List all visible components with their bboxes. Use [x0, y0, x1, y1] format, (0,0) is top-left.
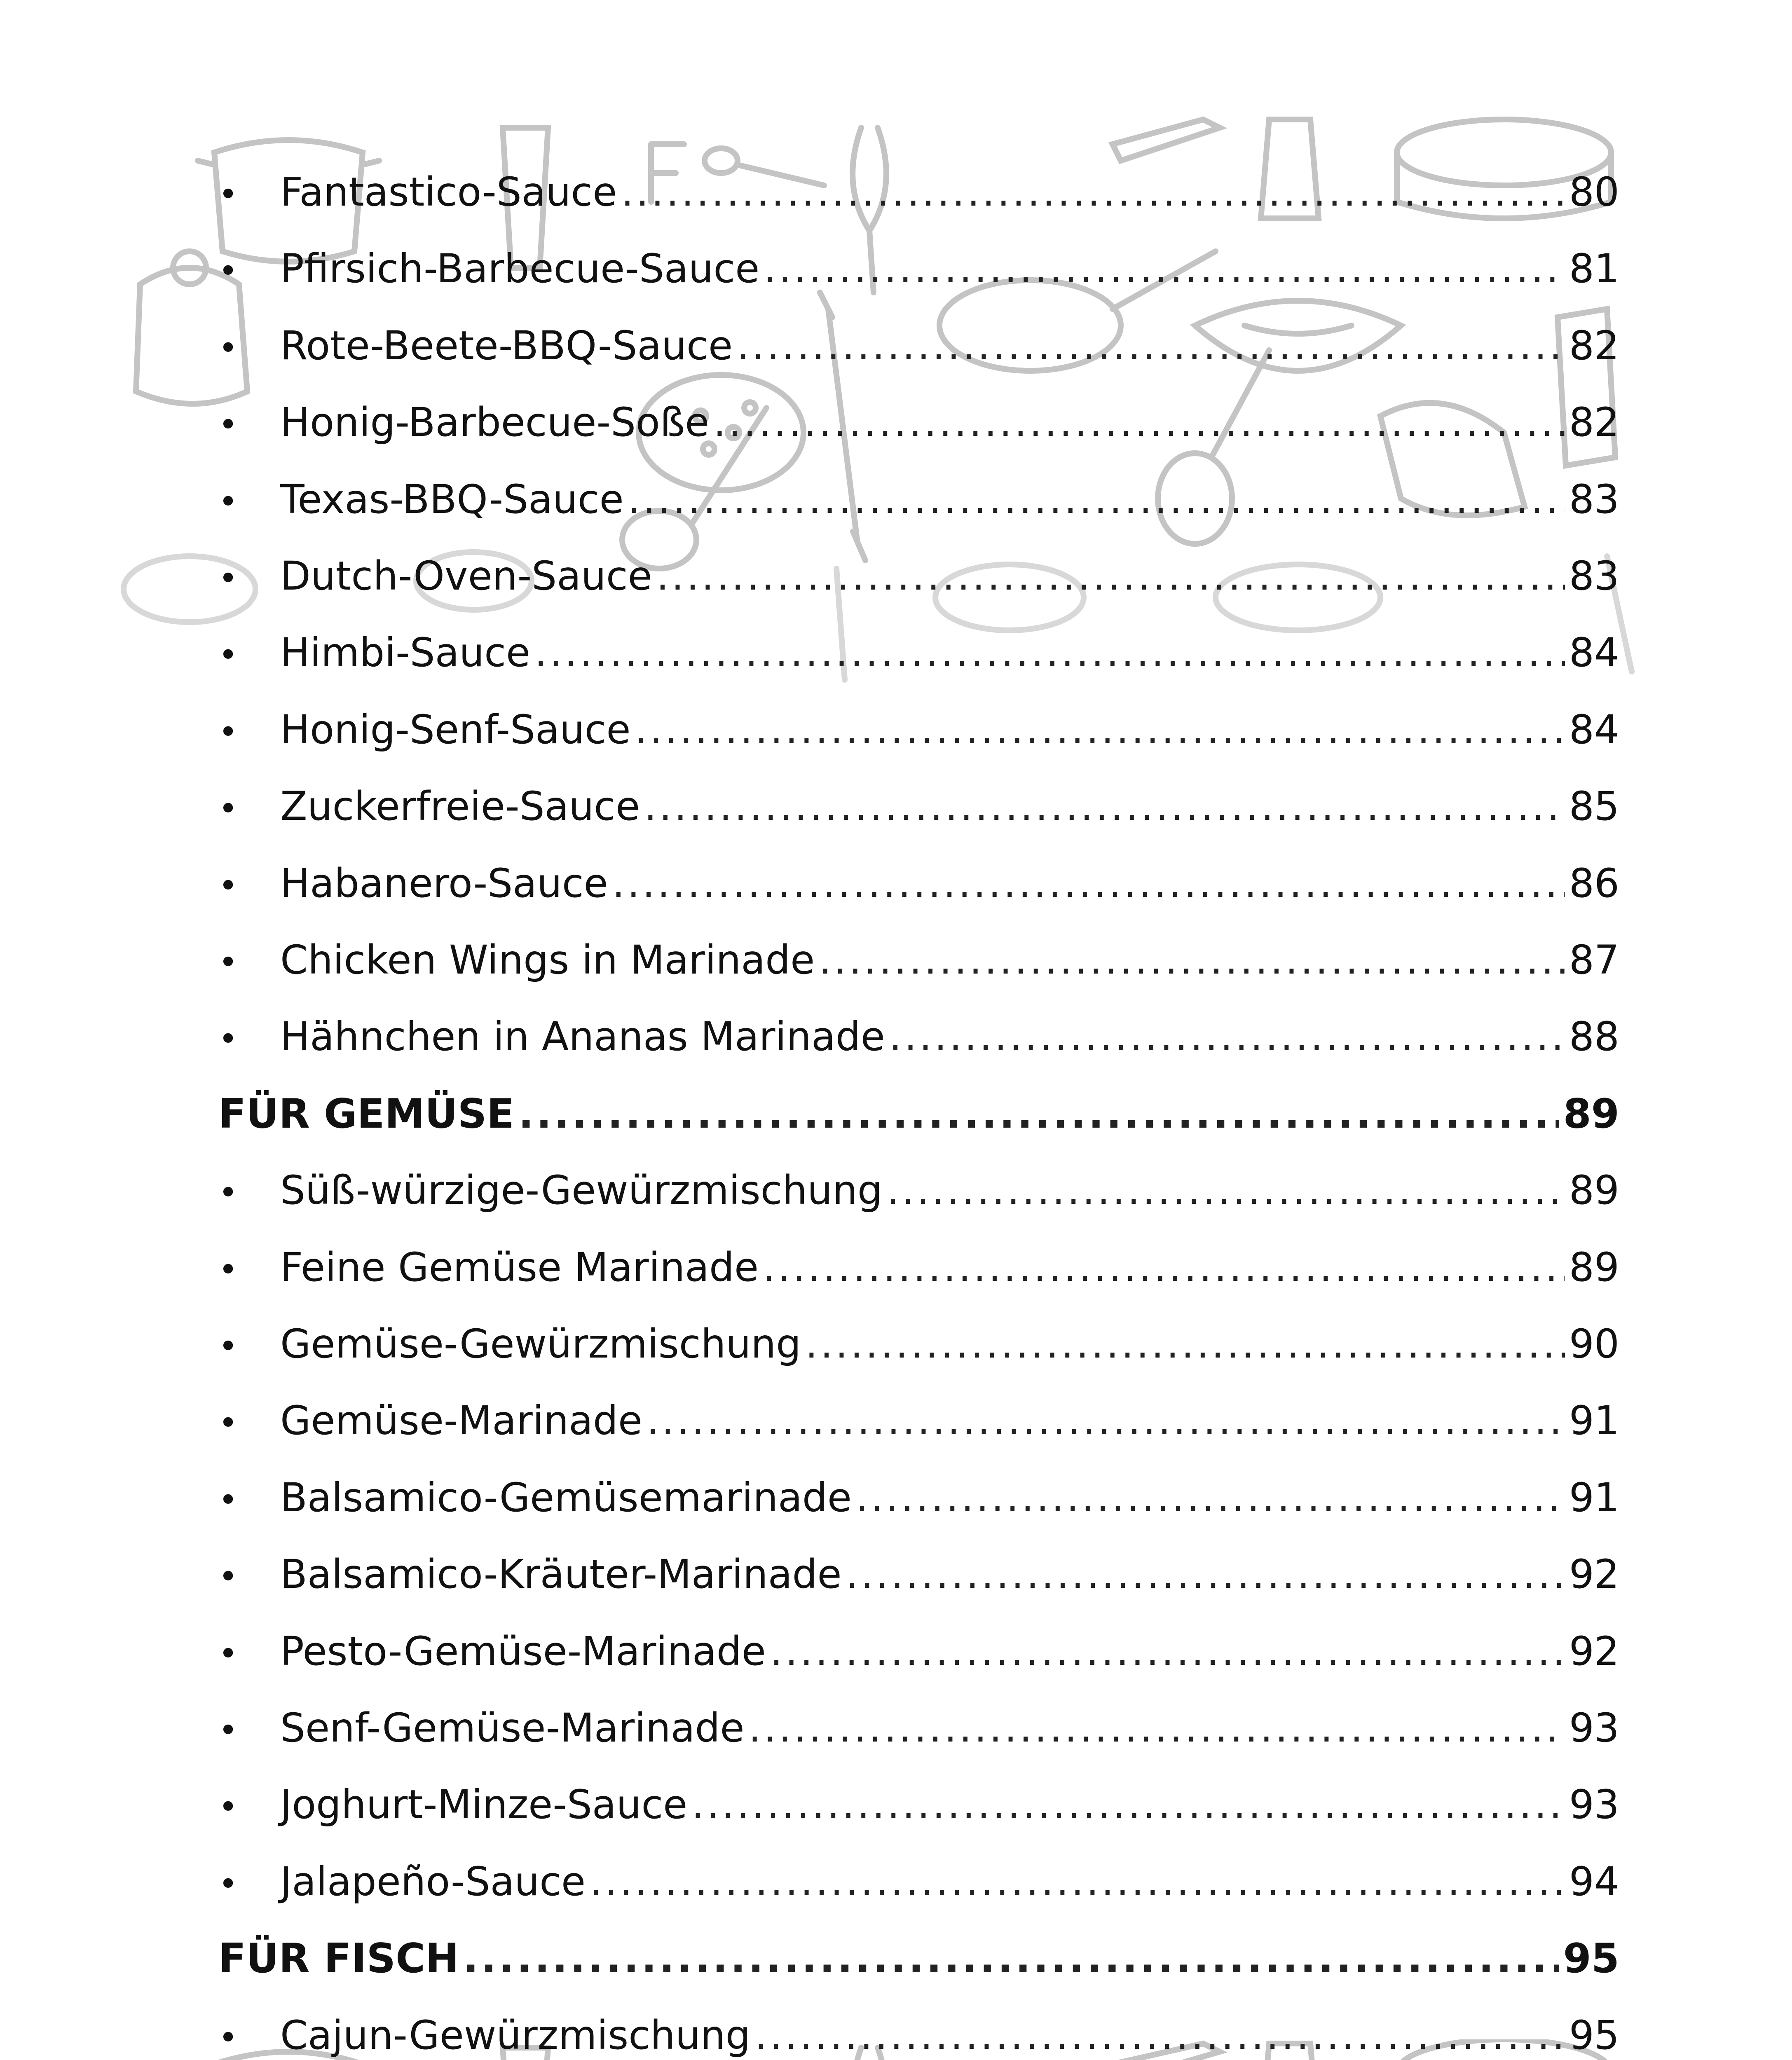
toc-entry-title: Süß-würzige-Gewürzmischung: [280, 1167, 883, 1214]
dot-leader: [856, 1475, 1565, 1521]
dot-leader: [635, 707, 1565, 753]
bullet-icon: •: [218, 1557, 238, 1596]
dot-leader: [713, 399, 1565, 445]
toc-page-number: 92: [1569, 1628, 1619, 1674]
toc-page-number: 87: [1569, 937, 1619, 983]
toc-entry[interactable]: [218, 1167, 1619, 1221]
toc-entry-title: FÜR FISCH: [218, 1935, 459, 1983]
toc-entry[interactable]: [218, 860, 1619, 914]
bullet-icon: •: [218, 2018, 238, 2057]
toc-entry[interactable]: [218, 476, 1619, 530]
bullet-icon: •: [218, 482, 238, 521]
toc-entry[interactable]: [218, 1859, 1619, 1912]
toc-entry-title: Himbi-Sauce: [280, 630, 531, 676]
dot-leader: [628, 476, 1565, 522]
dot-leader: [749, 1705, 1565, 1751]
bullet-icon: •: [218, 866, 238, 905]
bullet-icon: •: [218, 405, 238, 444]
dot-leader: [764, 246, 1565, 292]
toc-page-number: 93: [1569, 1705, 1619, 1751]
toc-entry-title: Fantastico-Sauce: [280, 169, 617, 215]
toc-page-number: 81: [1569, 246, 1619, 292]
dot-leader: [518, 1091, 1559, 1138]
toc-entry-title: Texas-BBQ-Sauce: [280, 476, 624, 522]
toc-entry-title: Jalapeño-Sauce: [280, 1858, 586, 1905]
bullet-icon: •: [218, 1020, 238, 1058]
dot-leader: [647, 1398, 1565, 1444]
toc-entry[interactable]: [218, 553, 1619, 606]
bullet-icon: •: [218, 1327, 238, 1365]
toc-page-number: 83: [1569, 476, 1619, 522]
dot-leader: [805, 1321, 1565, 1367]
toc-entry-title: Honig-Senf-Sauce: [280, 706, 631, 753]
toc-entry[interactable]: [218, 783, 1619, 837]
toc-entry[interactable]: [218, 1705, 1619, 1758]
toc-entry[interactable]: [218, 169, 1619, 222]
dot-leader: [534, 630, 1565, 676]
dot-leader: [755, 2012, 1565, 2058]
toc-entry-title: Habanero-Sauce: [280, 860, 608, 906]
toc-entry-title: Zuckerfreie-Sauce: [280, 783, 640, 830]
toc-entry[interactable]: [218, 1628, 1619, 1682]
bullet-icon: •: [218, 1788, 238, 1826]
toc-entry-title: Chicken Wings in Marinade: [280, 937, 815, 983]
toc-entry-title: Feine Gemüse Marinade: [280, 1244, 759, 1290]
bullet-icon: •: [218, 175, 238, 213]
toc-page-number: 94: [1569, 1858, 1619, 1905]
bullet-icon: •: [218, 712, 238, 751]
toc-entry-title: Dutch-Oven-Sauce: [280, 553, 652, 599]
bullet-icon: •: [218, 1634, 238, 1673]
dot-leader: [656, 553, 1565, 599]
toc-entry[interactable]: [218, 1014, 1619, 1067]
toc-entry[interactable]: [218, 1781, 1619, 1835]
toc-page-number: 82: [1569, 399, 1619, 446]
toc-entry-title: FÜR GEMÜSE: [218, 1090, 515, 1138]
dot-leader: [737, 323, 1565, 369]
toc-entry[interactable]: [218, 323, 1619, 376]
dot-leader: [889, 1014, 1565, 1060]
toc-page-number: 89: [1569, 1244, 1619, 1290]
toc-page-number: 86: [1569, 860, 1619, 906]
dot-leader: [463, 1935, 1559, 1982]
bullet-icon: •: [218, 1711, 238, 1749]
dot-leader: [819, 937, 1565, 983]
toc-entry[interactable]: [218, 1551, 1619, 1605]
toc-page-number: 80: [1569, 169, 1619, 215]
toc-section-heading[interactable]: [218, 1091, 1619, 1144]
dot-leader: [590, 1859, 1565, 1905]
toc-entry[interactable]: [218, 246, 1619, 299]
bullet-icon: •: [218, 789, 238, 828]
toc-entry-title: Gemüse-Gewürzmischung: [280, 1321, 801, 1367]
toc-entry[interactable]: [218, 1398, 1619, 1451]
bullet-icon: •: [218, 559, 238, 597]
toc-entry[interactable]: [218, 937, 1619, 990]
toc-entry-title: Rote-Beete-BBQ-Sauce: [280, 322, 733, 369]
toc-entry[interactable]: [218, 707, 1619, 760]
bullet-icon: •: [218, 252, 238, 290]
toc-page-number: 84: [1569, 706, 1619, 753]
toc-entry-title: Pfirsich-Barbecue-Sauce: [280, 246, 760, 292]
toc-entry-title: Hähnchen in Ananas Marinade: [280, 1014, 885, 1060]
toc-entry[interactable]: [218, 1244, 1619, 1298]
bullet-icon: •: [218, 636, 238, 674]
toc-page-number: 89: [1569, 1167, 1619, 1214]
toc-page-number: 82: [1569, 322, 1619, 369]
toc-entry[interactable]: [218, 399, 1619, 453]
toc-entry[interactable]: [218, 2012, 1619, 2060]
toc-page-number: 95: [1563, 1935, 1619, 1983]
toc-page-number: 91: [1569, 1474, 1619, 1521]
toc-entry-title: Balsamico-Gemüsemarinade: [280, 1474, 852, 1521]
toc-entry-title: Honig-Barbecue-Soße: [280, 399, 710, 446]
bullet-icon: •: [218, 328, 238, 367]
dot-leader: [887, 1167, 1565, 1213]
dot-leader: [691, 1781, 1565, 1828]
bullet-icon: •: [218, 943, 238, 981]
toc-page-number: 91: [1569, 1398, 1619, 1444]
dot-leader: [846, 1551, 1565, 1597]
toc-page-number: 93: [1569, 1781, 1619, 1828]
dot-leader: [770, 1628, 1565, 1674]
toc-page-number: 83: [1569, 553, 1619, 599]
toc-section-heading[interactable]: [218, 1935, 1619, 1989]
toc-entry[interactable]: [218, 1475, 1619, 1528]
toc-page-number: 84: [1569, 630, 1619, 676]
toc-page-number: 92: [1569, 1551, 1619, 1598]
toc-page-number: 95: [1569, 2012, 1619, 2058]
toc-page-number: 88: [1569, 1014, 1619, 1060]
toc-entry-title: Senf-Gemüse-Marinade: [280, 1705, 745, 1751]
bullet-icon: •: [218, 1864, 238, 1903]
toc-entry[interactable]: [218, 630, 1619, 683]
toc-entry-title: Gemüse-Marinade: [280, 1398, 642, 1444]
bullet-icon: •: [218, 1480, 238, 1519]
toc-entry[interactable]: [218, 1321, 1619, 1374]
toc-entry-title: Pesto-Gemüse-Marinade: [280, 1628, 766, 1674]
toc-page-number: 89: [1563, 1090, 1619, 1138]
toc-entry-title: Balsamico-Kräuter-Marinade: [280, 1551, 842, 1598]
toc-entry-title: Cajun-Gewürzmischung: [280, 2012, 751, 2058]
bullet-icon: •: [218, 1173, 238, 1212]
dot-leader: [621, 169, 1565, 215]
dot-leader: [612, 860, 1565, 906]
dot-leader: [644, 783, 1565, 829]
toc-entry-title: Joghurt-Minze-Sauce: [280, 1781, 688, 1828]
dot-leader: [763, 1244, 1565, 1290]
toc-page-number: 85: [1569, 783, 1619, 830]
bullet-icon: •: [218, 1404, 238, 1442]
bullet-icon: •: [218, 1250, 238, 1289]
toc-page-number: 90: [1569, 1321, 1619, 1367]
